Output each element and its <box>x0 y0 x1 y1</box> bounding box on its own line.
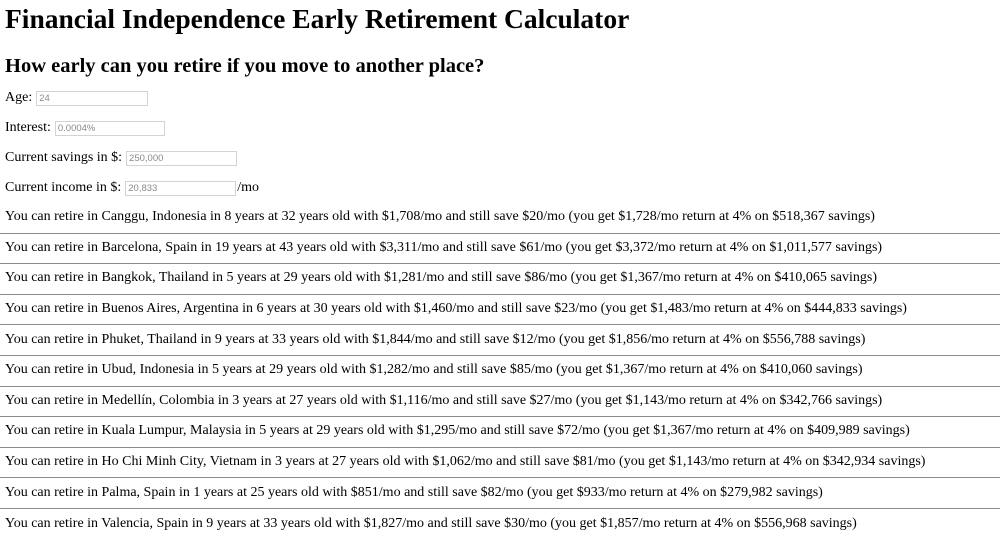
results-list <box>5 203 1000 540</box>
result-row: You can retire in Ubud, Indonesia in 5 years at 29 years old with $1,282/mo and still save $85/mo (you get $1,367/mo return at 4% on $410,060 savings) <box>0 356 1000 387</box>
result-row: You can retire in Valencia, Spain in 9 years at 33 years old with $1,827/mo and still save $30/mo (you get $1,857/mo return at 4% on $556,968 savings) <box>5 515 857 531</box>
income-row <box>5 173 1000 203</box>
result-row: You can retire in Barcelona, Spain in 19 years at 43 years old with $3,311/mo and still save $61/mo (you get $3,372/mo return at 4% on $1,011,577 savings) <box>0 234 1000 265</box>
interest-input[interactable] <box>55 121 165 136</box>
page-title: Financial Independence Early Retirement Calculator <box>5 3 630 34</box>
result-row: You can retire in Phuket, Thailand in 9 years at 33 years old with $1,844/mo and still save $12/mo (you get $1,856/mo return at 4% on $556,788 savings) <box>0 325 1000 356</box>
income-suffix: /mo <box>237 180 260 195</box>
interest-label: Interest: <box>5 120 51 135</box>
income-label: Current income in $: <box>5 180 122 195</box>
result-row: You can retire in Medellín, Colombia in 3 years at 27 years old with $1,116/mo and still save $27/mo (you get $1,143/mo return at 4% on $342,766 savings) <box>0 387 1000 418</box>
age-input[interactable] <box>36 91 148 106</box>
result-row: You can retire in Bangkok, Thailand in 5 years at 29 years old with $1,281/mo and still save $86/mo (you get $1,367/mo return at 4% on $410,065 savings) <box>0 264 1000 295</box>
savings-label: Current savings in $: <box>5 150 123 165</box>
result-row: You can retire in Palma, Spain in 1 years at 25 years old with $851/mo and still save $82/mo (you get $933/mo return at 4% on $279,982 savings) <box>0 478 1000 509</box>
result-row: You can retire in Kuala Lumpur, Malaysia in 5 years at 29 years old with $1,295/mo and still save $72/mo (you get $1,367/mo return at 4% on $409,989 savings) <box>0 417 1000 448</box>
result-row: You can retire in Buenos Aires, Argentina in 6 years at 30 years old with $1,460/mo and still save $23/mo (you get $1,483/mo return at 4% on $444,833 savings) <box>0 295 1000 326</box>
page-subtitle: How early can you retire if you move to another place? <box>5 55 485 77</box>
age-label: Age: <box>5 90 33 105</box>
interest-row <box>5 113 1000 143</box>
age-row <box>5 83 1000 113</box>
result-row: You can retire in Canggu, Indonesia in 8 years at 32 years old with $1,708/mo and still save $20/mo (you get $1,728/mo return at 4% on $518,367 savings) <box>0 203 1000 234</box>
savings-input[interactable] <box>126 151 237 166</box>
savings-row <box>5 143 1000 173</box>
result-row: You can retire in Ho Chi Minh City, Vietnam in 3 years at 27 years old with $1,062/mo and still save $81/mo (you get $1,143/mo return at 4% on $342,934 savings) <box>0 448 1000 479</box>
income-input[interactable] <box>125 181 236 196</box>
